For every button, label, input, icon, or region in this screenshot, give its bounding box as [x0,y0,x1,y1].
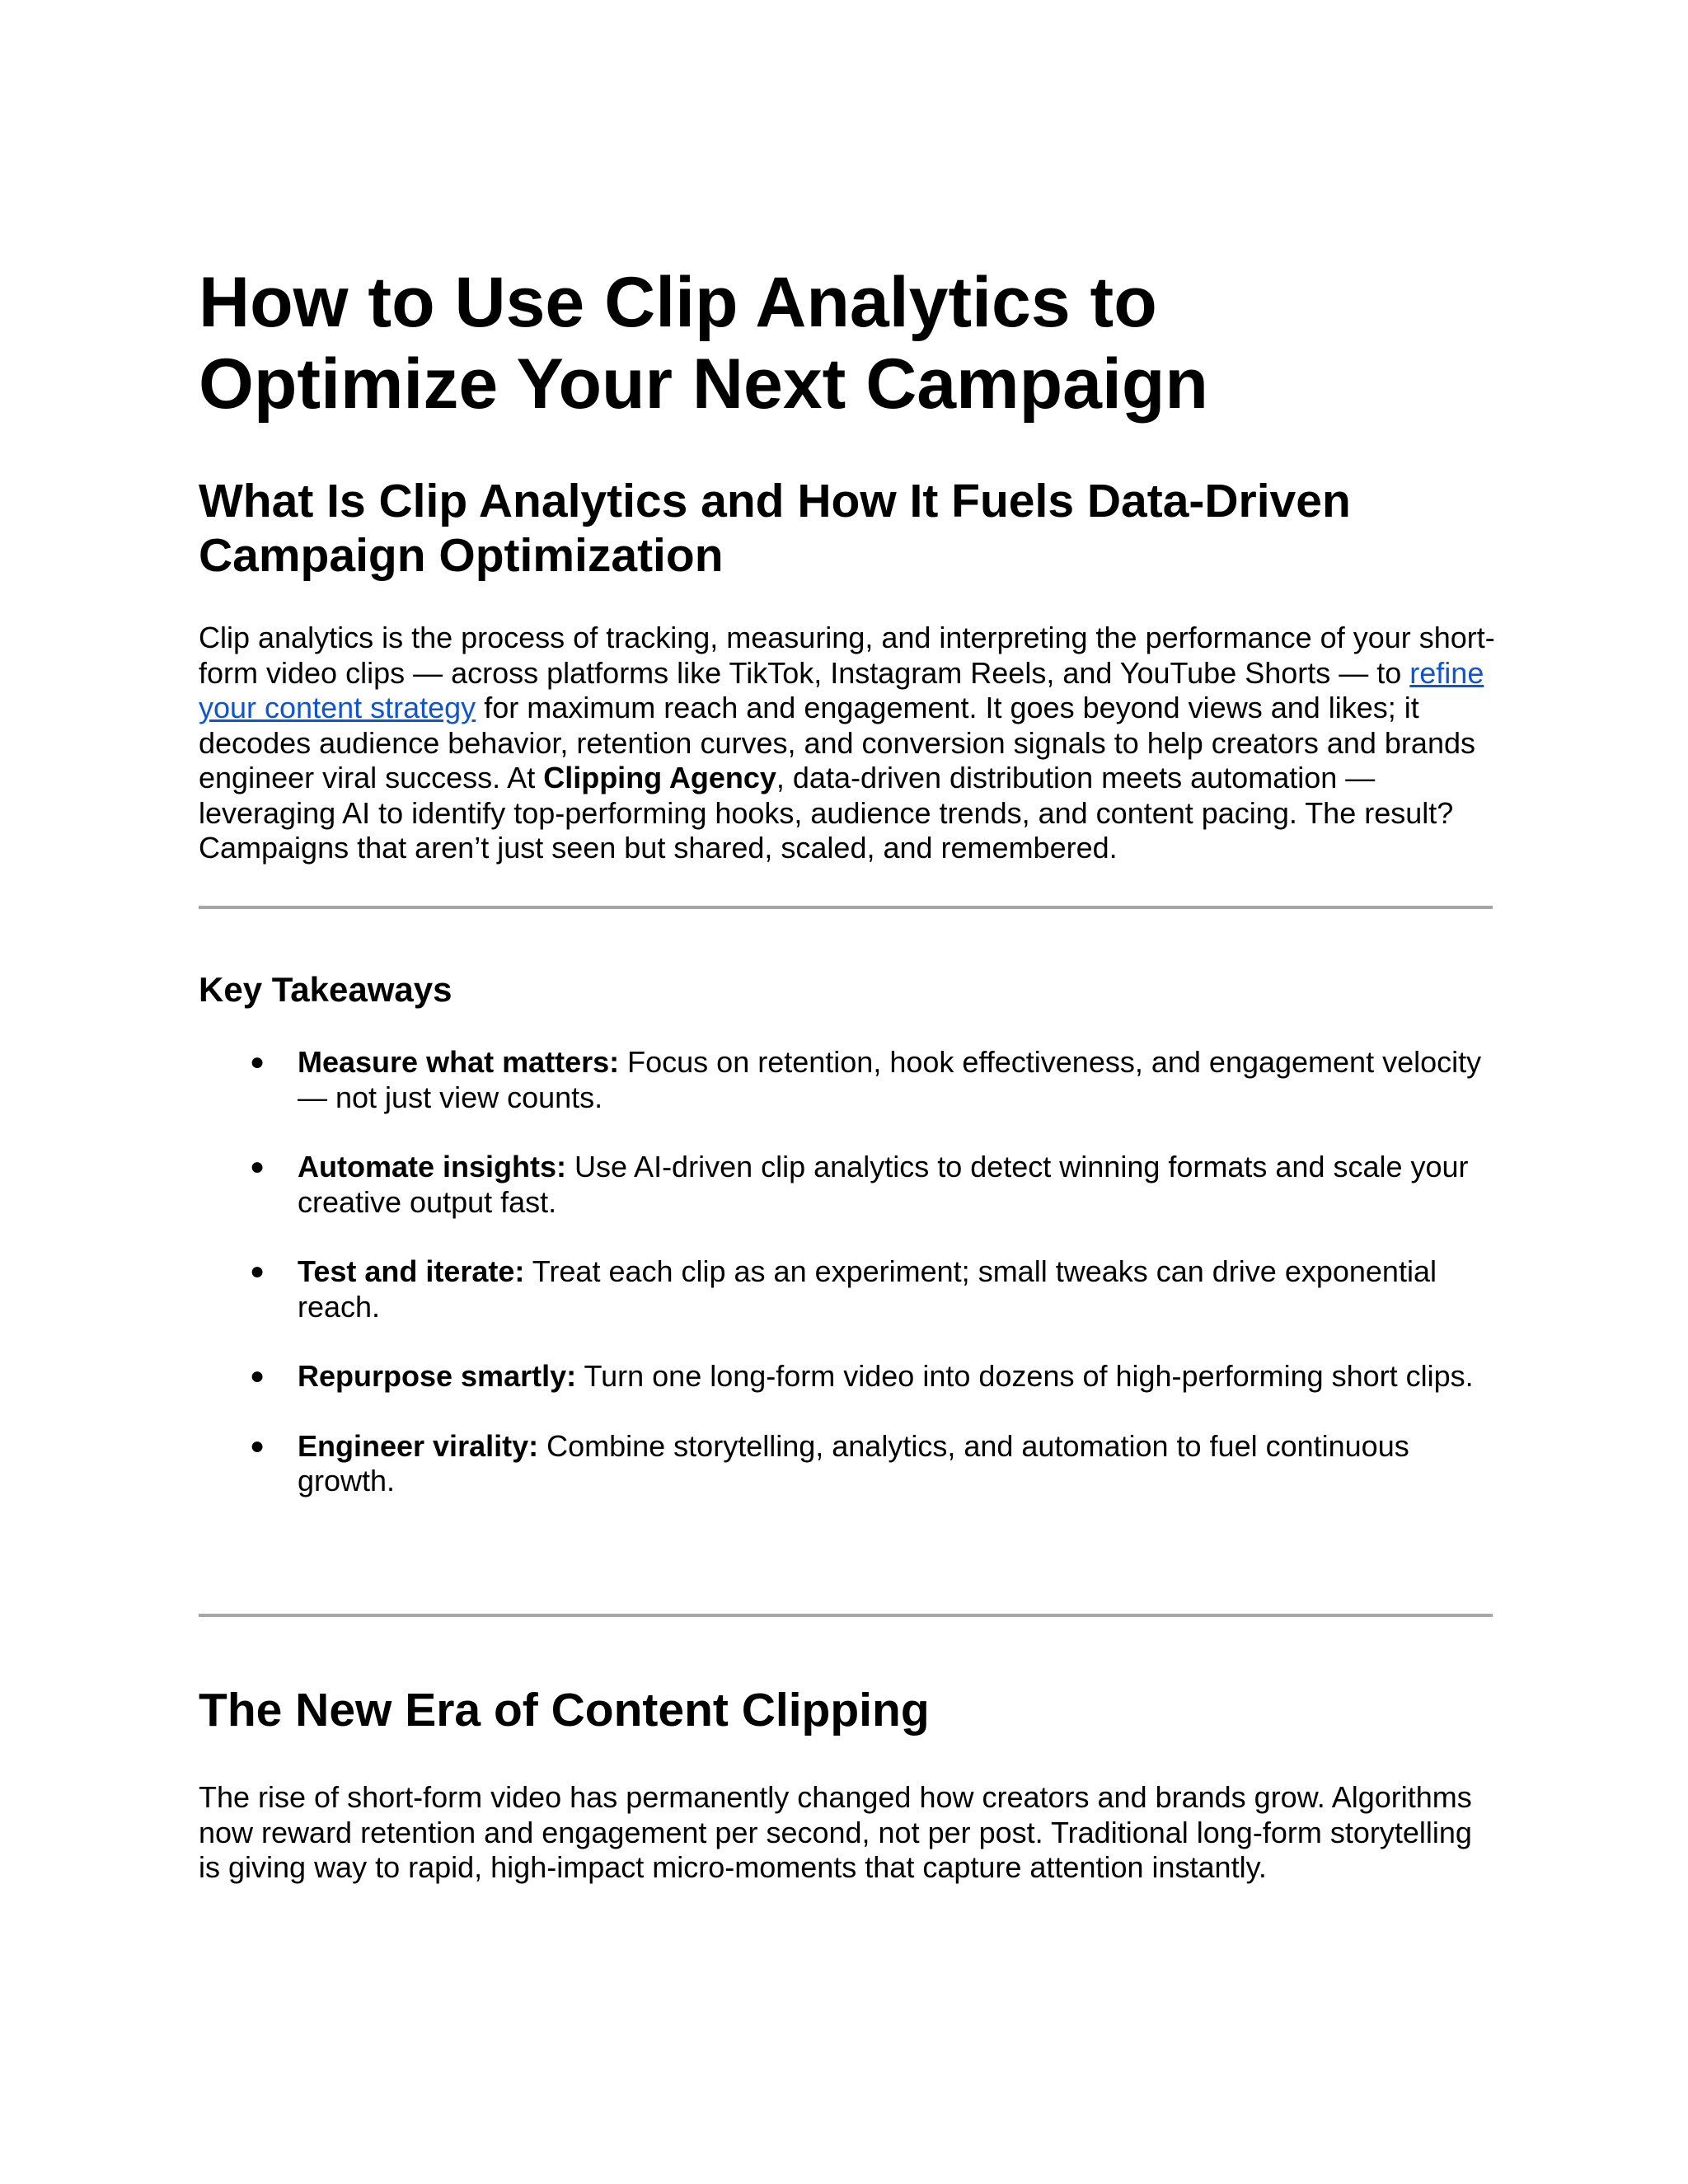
takeaway-label: Engineer virality: [298,1428,539,1463]
bullet-icon: ● [250,1432,265,1460]
page-title-line-2: Optimize Your Next Campaign [199,344,1208,424]
list-item [199,1254,1493,1324]
takeaway-text: Treat each clip as an experiment; small tweaks can drive exponential reach. [298,1254,1437,1324]
section-heading-line-2: Campaign Optimization [199,529,724,582]
key-takeaways-heading: Key Takeaways [199,970,452,1009]
takeaway-label: Measure what matters: [298,1045,620,1079]
brand-name: Clipping Agency [543,761,776,794]
takeaway-label: Automate insights: [298,1150,567,1183]
bullet-icon: ● [250,1362,265,1390]
takeaway-text: Focus on retention, hook effectiveness, and engagement velocity — not just view counts. [298,1045,1482,1114]
content-strategy-link[interactable]: refine your content strategy [199,655,1484,724]
intro-text-part-3: , data-driven distribution meets automation — leveraging AI to identify top-performing hooks, audience trends, and content pacing. The result? Campaigns that aren’t just seen but shared, scaled, and remembered. [199,761,1454,865]
takeaway-text: Turn one long-form video into dozens of high-performing short clips. [576,1359,1474,1393]
new-era-paragraph: The rise of short-form video has permanently changed how creators and brands grow. Algorithms now reward retention and engagement per second, not per post. Traditional long-form storytelling is giving way to rapid, high-impact micro-moments that capture attention instantly. [199,1780,1472,1884]
list-item [199,1359,1493,1394]
takeaway-label: Test and iterate: [298,1254,525,1288]
key-takeaways-list [199,1045,1493,1534]
takeaway-label: Repurpose smartly: [298,1359,577,1393]
list-item [199,1150,1493,1220]
bullet-icon: ● [250,1048,265,1076]
bullet-icon: ● [250,1258,265,1285]
intro-text-part-1: Clip analytics is the process of tracking, measuring, and interpreting the performance of your short-form video clips — across platforms like TikTok, Instagram Reels, and YouTube Shorts — to [199,621,1495,690]
page-title-line-1: How to Use Clip Analytics to [199,263,1157,342]
list-item [199,1045,1493,1115]
horizontal-divider [199,1614,1493,1617]
page-title [199,262,1493,425]
takeaway-text: Use AI-driven clip analytics to detect winning formats and scale your creative output fast. [298,1150,1469,1219]
intro-text-part-2: for maximum reach and engagement. It goes beyond views and likes; it decodes audience behavior, retention curves, and conversion signals to help creators and brands engineer viral success. At [199,691,1475,794]
intro-paragraph [199,621,1497,866]
section-heading-clip-analytics [199,474,1493,583]
bullet-icon: ● [250,1153,265,1180]
horizontal-divider [199,906,1493,909]
section-heading-new-era: The New Era of Content Clipping [199,1684,930,1736]
section-heading-line-1: What Is Clip Analytics and How It Fuels Data-Driven [199,475,1351,527]
list-item [199,1429,1493,1499]
takeaway-text: Combine storytelling, analytics, and automation to fuel continuous growth. [298,1428,1409,1497]
